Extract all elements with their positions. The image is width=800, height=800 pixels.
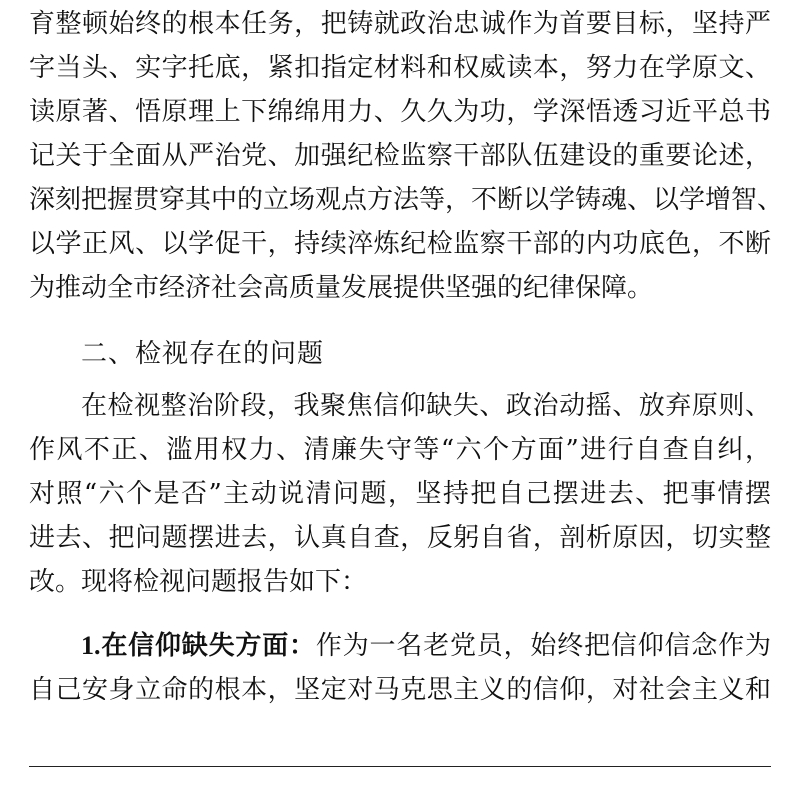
paragraph2-line-2: 作风不正、滥用权力、清廉失守等“六个方面”进行自查自纠， xyxy=(29,435,771,465)
section-heading: 二、检视存在的问题 xyxy=(81,339,325,369)
paragraph2-line-5: 改。现将检视问题报告如下： xyxy=(29,567,368,597)
paragraph1-line-5: 深刻把握贯穿其中的立场观点方法等，不断以学铸魂、以学增智、 xyxy=(29,185,784,215)
item1-lead: 1.在信仰缺失方面： xyxy=(81,631,316,660)
item1-line-1 xyxy=(81,628,771,664)
paragraph1-line-2: 字当头、实字托底，紧扣指定材料和权威读本，努力在学原文、 xyxy=(29,53,771,83)
paragraph2-line-4: 进去、把问题摆进去，认真自查，反躬自省，剖析原因，切实整 xyxy=(29,523,771,553)
paragraph1-line-6: 以学正风、以学促干，持续淬炼纪检监察干部的内功底色，不断 xyxy=(29,229,771,259)
item1-line-2: 自己安身立命的根本，坚定对马克思主义的信仰，对社会主义和 xyxy=(29,675,771,705)
footer-divider xyxy=(29,766,771,767)
paragraph1-line-1: 育整顿始终的根本任务，把铸就政治忠诚作为首要目标，坚持严 xyxy=(29,9,771,39)
paragraph2-line-3: 对照“六个是否”主动说清问题，坚持把自己摆进去、把事情摆 xyxy=(29,479,771,509)
paragraph1-line-3: 读原著、悟原理上下绵绵用力、久久为功，学深悟透习近平总书 xyxy=(29,97,771,127)
item1-first-line-rest: 作为一名老党员，始终把信仰信念作为 xyxy=(315,631,771,661)
paragraph1-line-4: 记关于全面从严治党、加强纪检监察干部队伍建设的重要论述， xyxy=(29,141,771,171)
paragraph2-line-1: 在检视整治阶段，我聚焦信仰缺失、政治动摇、放弃原则、 xyxy=(81,391,771,421)
paragraph1-line-7: 为推动全市经济社会高质量发展提供坚强的纪律保障。 xyxy=(29,273,654,303)
